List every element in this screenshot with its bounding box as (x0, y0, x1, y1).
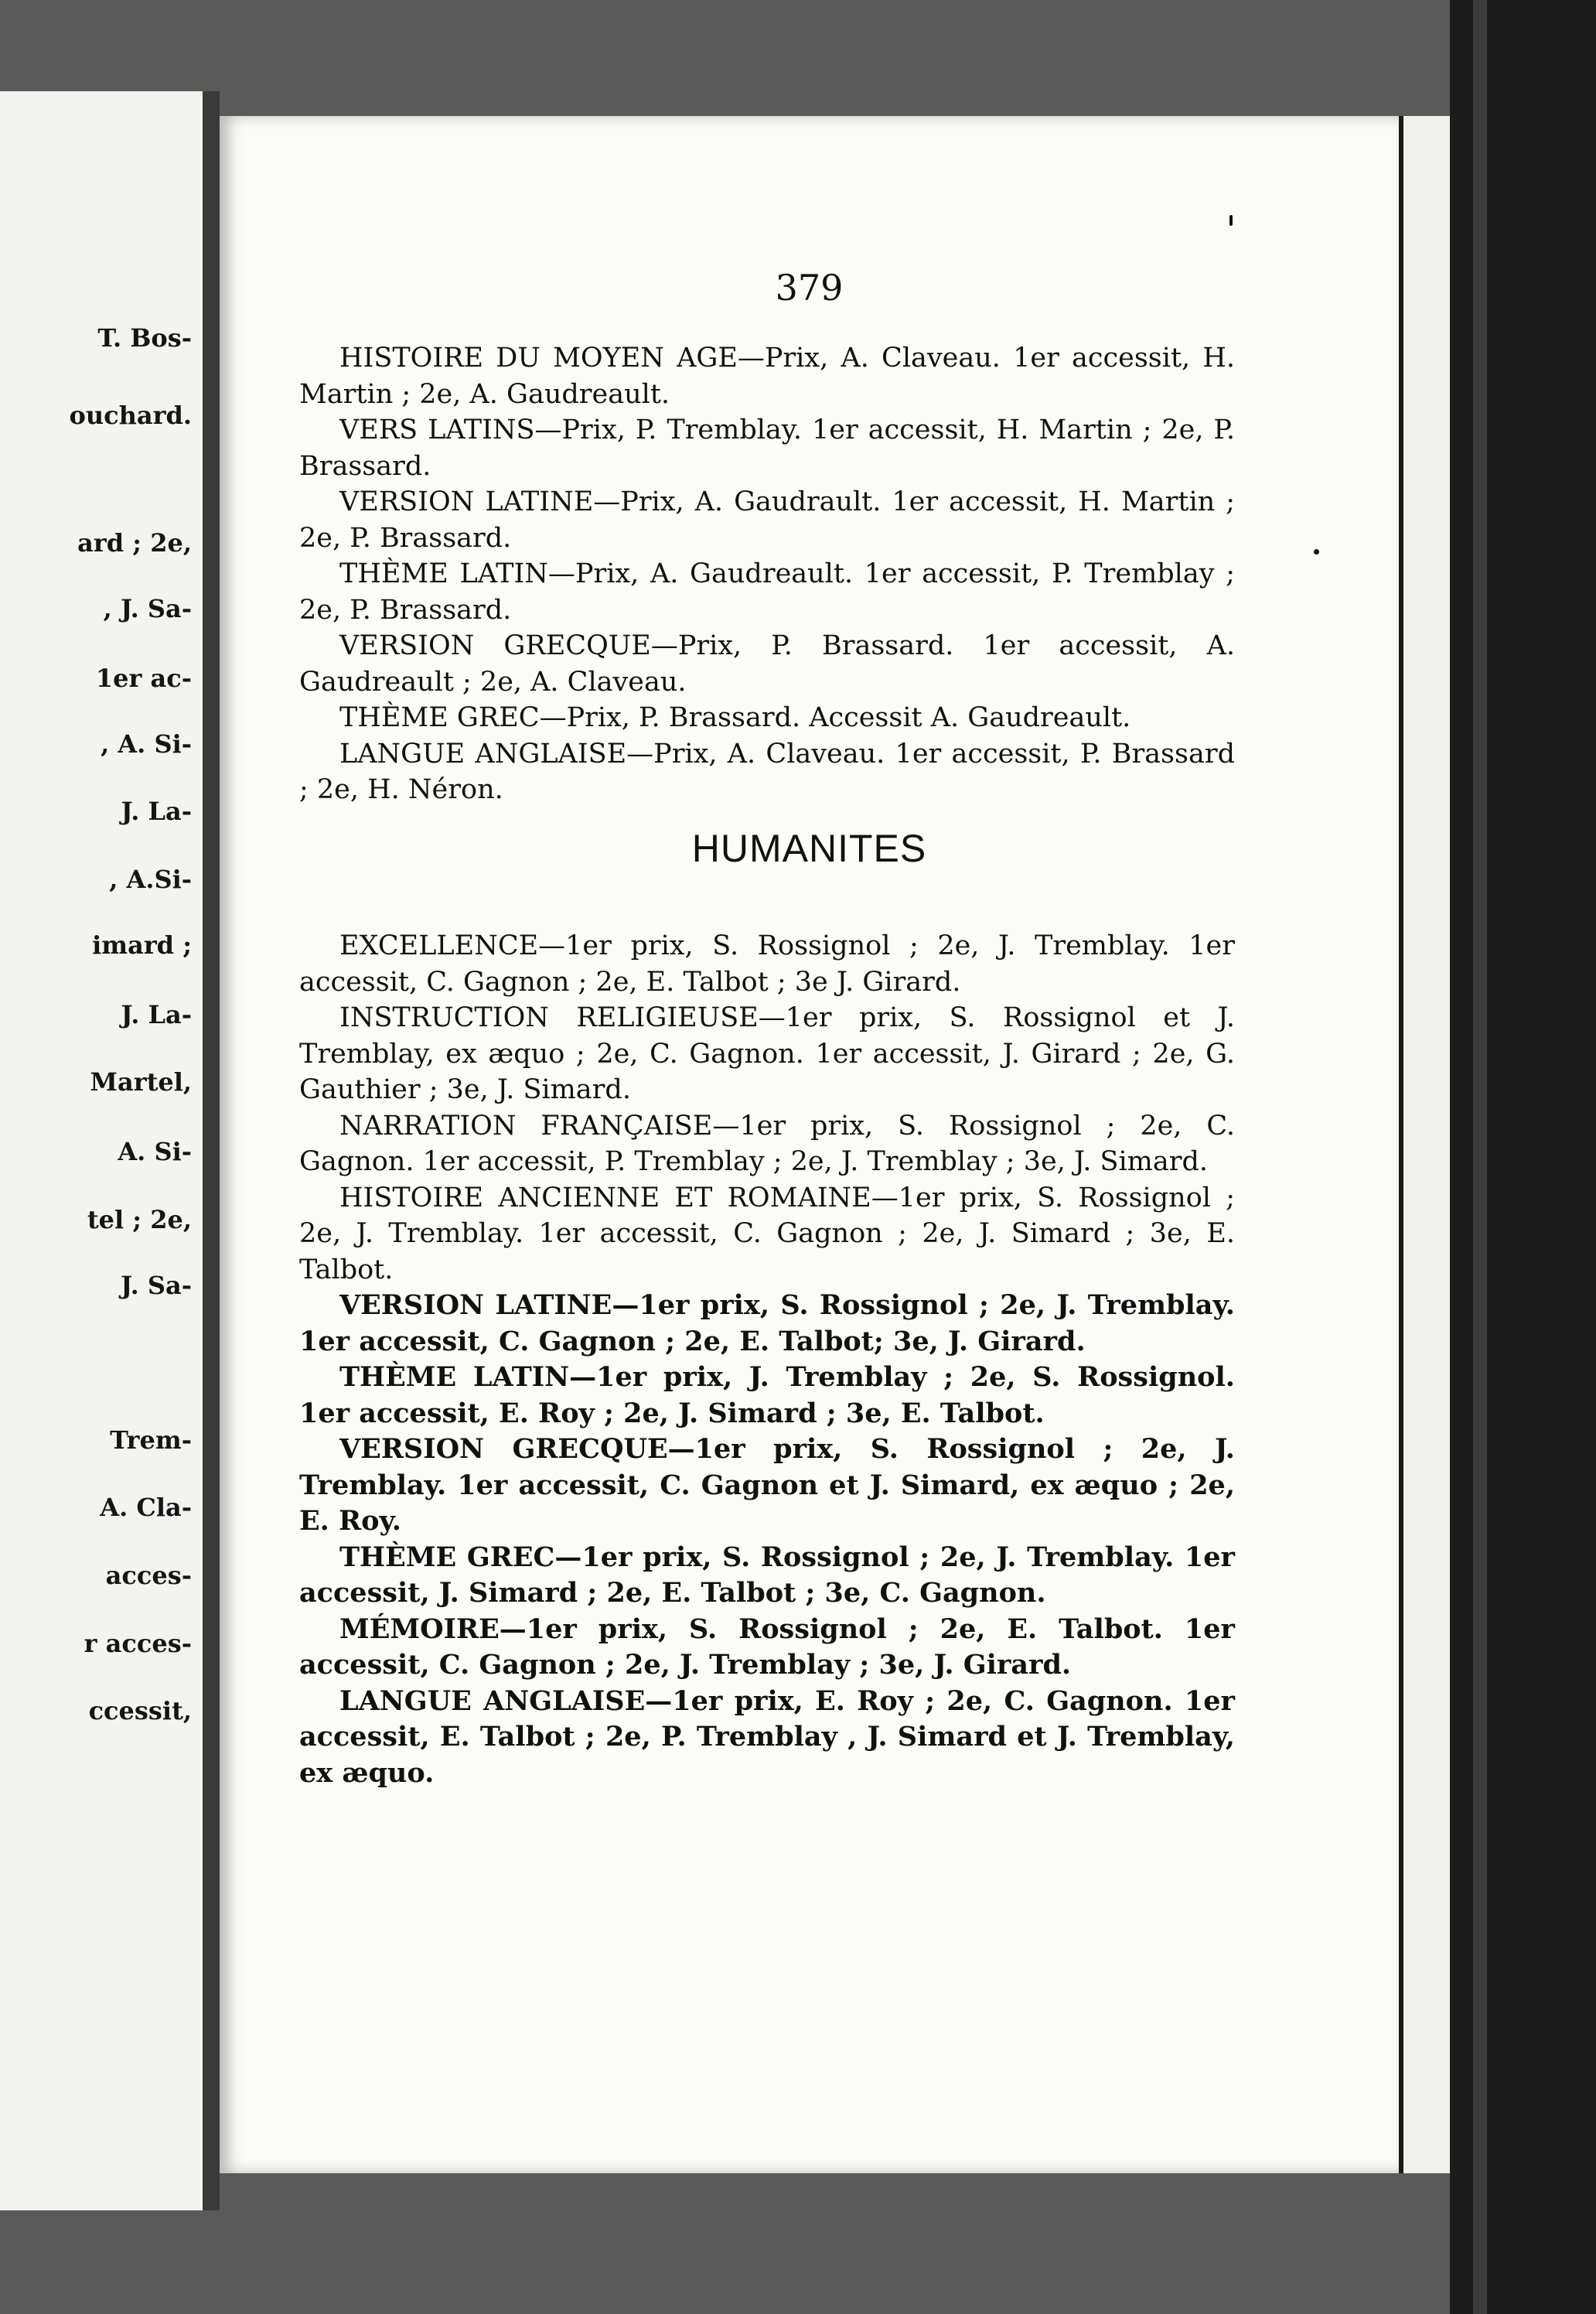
left-page-fragment: , A. Si- (101, 729, 192, 759)
prize-entry: THÈME LATIN—Prix, A. Gaudreault. 1er accessit, P. Tremblay ; 2e, P. Brassard. (299, 558, 1235, 626)
prize-entry: EXCELLENCE—1er prix, S. Rossignol ; 2e, J. Tremblay. 1er accessit, C. Gagnon ; 2e, E. Talbot ; 3e J. Girard. (299, 930, 1235, 998)
left-page-fragment: Trem- (110, 1425, 192, 1455)
ink-speck (1314, 549, 1319, 555)
left-page-fragment: ccessit, (88, 1696, 192, 1725)
entries-bottom (299, 928, 1235, 1791)
prize-entry: NARRATION FRANÇAISE—1er prix, S. Rossignol ; 2e, C. Gagnon. 1er accessit, P. Tremblay ; 2e, J. Tremblay ; 3e, J. Simard. (299, 1110, 1235, 1177)
left-page-fragment: J. La- (121, 1000, 192, 1029)
prize-entry: HISTOIRE DU MOYEN AGE—Prix, A. Claveau. 1er accessit, H. Martin ; 2e, A. Gaudreault. (299, 343, 1235, 410)
book-binding (1450, 0, 1596, 2314)
book-gutter (203, 91, 220, 2210)
left-page-fragment: ard ; 2e, (77, 528, 192, 558)
prize-entry: VERSION GRECQUE—Prix, P. Brassard. 1er accessit, A. Gaudreault ; 2e, A. Claveau. (299, 630, 1235, 698)
prize-entry: MÉMOIRE—1er prix, S. Rossignol ; 2e, E. Talbot. 1er accessit, C. Gagnon ; 2e, J. Tremblay ; 3e, J. Girard. (299, 1613, 1235, 1681)
left-page-fragment: , A.Si- (109, 865, 192, 894)
prize-entry: VERSION LATINE—1er prix, S. Rossignol ; 2e, J. Tremblay. 1er accessit, C. Gagnon ; 2e, E. Talbot; 3e, J. Girard. (299, 1289, 1235, 1357)
section-title: HUMANITES (691, 827, 927, 870)
prize-entry: THÈME GREC—1er prix, S. Rossignol ; 2e, J. Tremblay. 1er accessit, J. Simard ; 2e, E. Talbot ; 3e, C. Gagnon. (299, 1541, 1235, 1609)
prize-entry: INSTRUCTION RELIGIEUSE—1er prix, S. Rossignol et J. Tremblay, ex æquo ; 2e, C. Gagnon. 1er accessit, J. Girard ; 2e, G. Gauthier ; 3e, J. Simard. (299, 1002, 1235, 1105)
left-page-fragment: J. La- (121, 797, 192, 826)
left-page-fragment: tel ; 2e, (87, 1205, 192, 1234)
prize-entry: LANGUE ANGLAISE—1er prix, E. Roy ; 2e, C. Gagnon. 1er accessit, E. Talbot ; 2e, P. Tremblay , J. Simard et J. Tremblay, ex æquo. (299, 1684, 1235, 1789)
entries-top (299, 340, 1235, 808)
prize-entry: THÈME GREC—Prix, P. Brassard. Accessit A. Gaudreault. (339, 702, 1131, 733)
left-page-fragment: imard ; (92, 930, 192, 960)
left-page-fragment: Martel, (90, 1067, 192, 1097)
left-page-fragment: r acces- (84, 1629, 192, 1658)
prize-entry: LANGUE ANGLAISE—Prix, A. Claveau. 1er accessit, P. Brassard ; 2e, H. Néron. (299, 738, 1235, 805)
left-page-fragment: A. Cla- (100, 1493, 192, 1522)
left-page (0, 91, 210, 2210)
left-page-fragment: A. Si- (118, 1137, 192, 1166)
left-page-fragment: ouchard. (69, 401, 192, 430)
page-edge (1403, 116, 1450, 2173)
prize-entry: HISTOIRE ANCIENNE ET ROMAINE—1er prix, S. Rossignol ; 2e, J. Tremblay. 1er accessit, C. Gagnon ; 2e, J. Simard ; 3e, E. Talbot. (299, 1182, 1235, 1285)
prize-entry: VERS LATINS—Prix, P. Tremblay. 1er accessit, H. Martin ; 2e, P. Brassard. (299, 415, 1235, 482)
left-page-fragment: , J. Sa- (103, 594, 192, 623)
prize-entry: VERSION GRECQUE—1er prix, S. Rossignol ; 2e, J. Tremblay. 1er accessit, C. Gagnon et J. Simard, ex æquo ; 2e, E. Roy. (299, 1433, 1235, 1537)
page-number: 379 (775, 267, 844, 309)
prize-entry: THÈME LATIN—1er prix, J. Tremblay ; 2e, S. Rossignol. 1er accessit, E. Roy ; 2e, J. Simard ; 3e, E. Talbot. (299, 1361, 1235, 1429)
ink-speck (1229, 215, 1233, 226)
left-page-fragment: T. Bos- (97, 323, 192, 353)
left-page-fragment: 1er ac- (95, 664, 192, 693)
right-page (220, 116, 1403, 2173)
prize-entry: VERSION LATINE—Prix, A. Gaudrault. 1er accessit, H. Martin ; 2e, P. Brassard. (299, 486, 1235, 554)
binding-stripe (1473, 0, 1487, 2314)
left-page-fragment: acces- (105, 1561, 192, 1590)
left-page-fragment: J. Sa- (120, 1271, 192, 1300)
